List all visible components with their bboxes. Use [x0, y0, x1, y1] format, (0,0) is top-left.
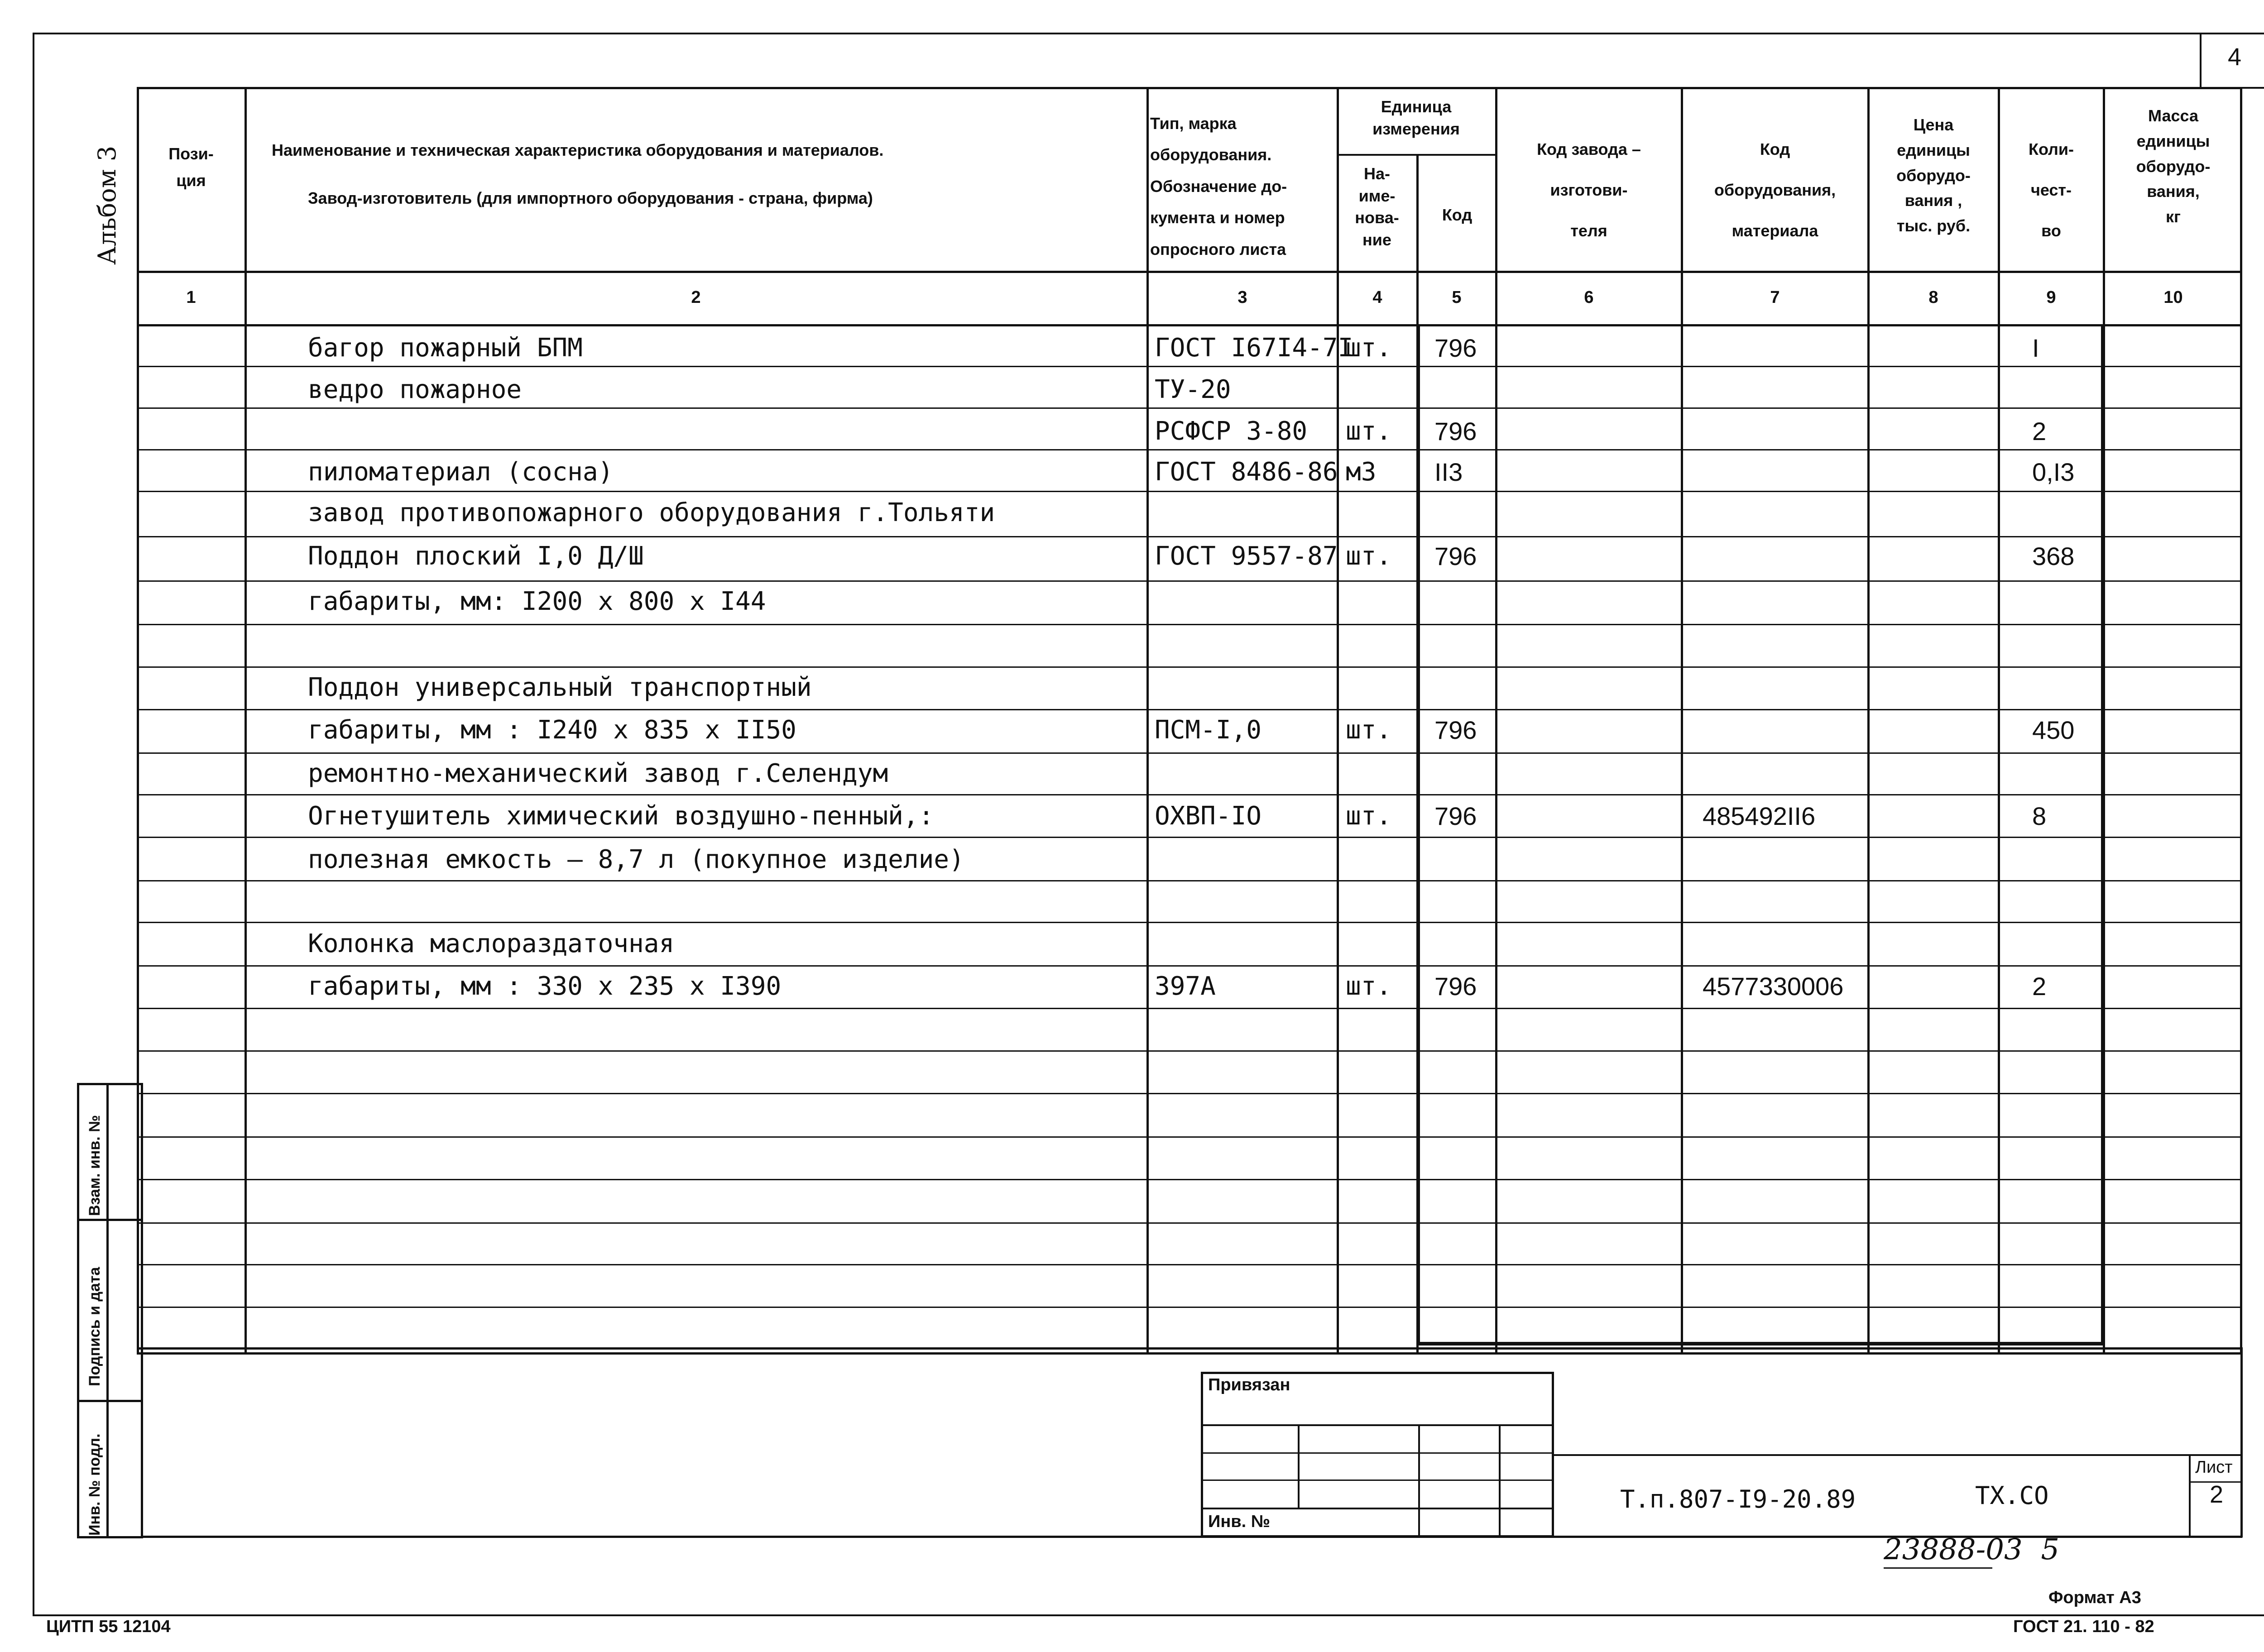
item-doc: ТУ-20 [1155, 375, 1231, 404]
item-unit: шт. [1346, 541, 1392, 571]
colnum-10: 10 [2163, 288, 2183, 307]
signature-date-label: Подпись и дата [86, 1267, 103, 1386]
item-quantity: 368 [2032, 542, 2075, 570]
item-material-code: 4577330006 [1703, 972, 1844, 1001]
row-line [137, 922, 2242, 923]
row-line [137, 1050, 2242, 1052]
header-equipment-code: Код оборудования, материала [1714, 140, 1836, 240]
row-line [137, 624, 2242, 625]
row-line [137, 1093, 2242, 1094]
item-unit-code: 796 [1434, 716, 1477, 744]
unit-group-line [1337, 154, 1495, 156]
item-name: ремонтно-механический завод г.Селендум [308, 759, 888, 788]
item-quantity: I [2032, 334, 2039, 362]
item-name: Поддон плоский I,0 Д/Ш [308, 541, 644, 571]
section-code: ТХ.СО [1975, 1481, 2049, 1510]
item-doc: ОХВП-IO [1155, 801, 1262, 831]
item-name: полезная емкость – 8,7 л (покупное изделие) [308, 845, 964, 874]
col-line-2 [1146, 87, 1149, 1355]
row-line [137, 752, 2242, 754]
item-quantity: 2 [2032, 972, 2047, 1001]
header-position: Пози- ция [168, 144, 214, 190]
item-unit: шт. [1346, 333, 1392, 363]
privyazan-line [1201, 1480, 1554, 1481]
item-name: габариты, мм : I240 х 835 х II50 [308, 715, 796, 745]
item-doc: 397А [1155, 972, 1216, 1001]
item-name: Колонка маслораздаточная [308, 929, 675, 958]
row-line [137, 1347, 2242, 1350]
row-line [137, 1008, 2242, 1009]
colnum-9: 9 [2046, 288, 2056, 307]
privyazan-line [1201, 1508, 1554, 1509]
colnum-7: 7 [1770, 288, 1780, 307]
handwritten-number: 23888-03 5 [1884, 1533, 2060, 1566]
colnum-4: 4 [1372, 288, 1382, 307]
privyazan-vline [1418, 1424, 1420, 1537]
row-line [137, 709, 2242, 710]
title-block-top [1554, 1454, 2242, 1456]
header-unit-name: На- име- нова- ние [1355, 164, 1399, 249]
bold-data-box [1416, 324, 2105, 1346]
privyazan-line [1201, 1424, 1554, 1426]
item-name: габариты, мм: I200 х 800 х I44 [308, 587, 766, 616]
item-unit: м3 [1346, 457, 1377, 487]
side-stamp-divider [106, 1083, 109, 1538]
inv-no-label: Инв. № [1208, 1512, 1271, 1531]
row-line [137, 837, 2242, 838]
item-unit-code: 796 [1434, 417, 1477, 445]
vzam-inv-label: Взам. инв. № [86, 1115, 103, 1216]
row-line [137, 1136, 2242, 1138]
item-unit: шт. [1346, 715, 1392, 745]
row-line [137, 366, 2242, 367]
privyazan-vline [1298, 1424, 1300, 1509]
item-doc: ГОСТ 9557-87 [1155, 541, 1338, 571]
album-label: Альбом 3 [93, 145, 121, 265]
header-type: Тип, марка оборудования. Обозначение до- кумента и номер опросного листа [1150, 114, 1287, 259]
colnum-1: 1 [186, 288, 196, 307]
item-name: багор пожарный БПМ [308, 333, 583, 363]
col-line-1 [245, 87, 247, 1355]
colnum-6: 6 [1584, 288, 1594, 307]
item-material-code: 485492II6 [1703, 802, 1816, 830]
row-line [137, 536, 2242, 537]
row-line [137, 1179, 2242, 1180]
item-quantity: 2 [2032, 417, 2047, 445]
header-bottom-line [137, 271, 2242, 273]
footer-right: ГОСТ 21. 110 - 82 [2013, 1617, 2154, 1636]
item-quantity: 8 [2032, 802, 2047, 830]
header-quantity: Коли- чест- во [2028, 140, 2074, 240]
header-name-line2: Завод-изготовитель (для импортного оборудования - страна, фирма) [308, 189, 873, 207]
colnum-3: 3 [1238, 288, 1247, 307]
item-doc: ГОСТ 8486-86 [1155, 457, 1338, 487]
header-price: Цена единицы оборудо- вания , тыс. руб. [1896, 115, 1971, 235]
doc-code: Т.п.807-I9-20.89 [1620, 1485, 1856, 1513]
item-quantity: 450 [2032, 716, 2075, 744]
handwritten-underline [1884, 1567, 1992, 1569]
row-line [137, 580, 2242, 582]
header-mass: Масса единицы оборудо- вания, кг [2136, 106, 2211, 226]
row-line [137, 449, 2242, 450]
item-unit-code: 796 [1434, 802, 1477, 830]
header-factory-code: Код завода – изготови- теля [1537, 140, 1641, 240]
item-doc: ГОСТ I67I4-7I [1155, 333, 1353, 363]
header-unit-group: Единица измерения [1372, 97, 1460, 138]
row-line [137, 1307, 2242, 1308]
item-name: Поддон универсальный транспортный [308, 673, 812, 702]
row-line [137, 491, 2242, 492]
privyazan-vline [1499, 1424, 1501, 1537]
inv-podl-label: Инв. № подл. [86, 1433, 103, 1536]
drawing-right-line [2240, 1347, 2243, 1537]
side-stamp-sep [77, 1400, 143, 1402]
row-line [137, 407, 2242, 409]
item-quantity: 0,I3 [2032, 458, 2075, 486]
item-unit: шт. [1346, 801, 1392, 831]
item-doc: ПСМ-I,0 [1155, 715, 1262, 745]
item-doc: РСФСР 3-80 [1155, 417, 1308, 446]
row-line [137, 1222, 2242, 1224]
row-line [137, 880, 2242, 881]
privyazan-label: Привязан [1208, 1375, 1290, 1394]
colnum-8: 8 [1928, 288, 1938, 307]
item-name: пиломатериал (сосна) [308, 457, 614, 487]
header-name-line1: Наименование и техническая характеристика оборудования и материалов. [272, 141, 884, 159]
format-label: Формат А3 [2048, 1588, 2141, 1607]
row-line [137, 666, 2242, 668]
privyazan-line [1201, 1452, 1554, 1454]
item-name: ведро пожарное [308, 375, 522, 404]
colnum-2: 2 [691, 288, 701, 307]
item-unit-code: 796 [1434, 972, 1477, 1001]
item-name: завод противопожарного оборудования г.Тольяти [308, 498, 995, 527]
header-unit-code: Код [1442, 206, 1473, 224]
item-name: Огнетушитель химический воздушно-пенный,: [308, 801, 934, 831]
row-line [137, 965, 2242, 967]
item-unit-code: 796 [1434, 334, 1477, 362]
col-line-3 [1337, 87, 1339, 1355]
side-stamp-sep [77, 1219, 143, 1221]
sheet-number: 2 [2209, 1481, 2224, 1508]
row-line [137, 1264, 2242, 1265]
item-name: габариты, мм : 330 х 235 х I390 [308, 972, 782, 1001]
item-unit: шт. [1346, 417, 1392, 446]
footer-left: ЦИТП 55 12104 [46, 1617, 171, 1636]
item-unit-code: II3 [1434, 458, 1463, 486]
sheet-label: Лист [2195, 1458, 2233, 1477]
colnum-5: 5 [1452, 288, 1462, 307]
item-unit-code: 796 [1434, 542, 1477, 570]
row-line [137, 794, 2242, 795]
item-unit: шт. [1346, 972, 1392, 1001]
page-number: 4 [2227, 43, 2242, 71]
